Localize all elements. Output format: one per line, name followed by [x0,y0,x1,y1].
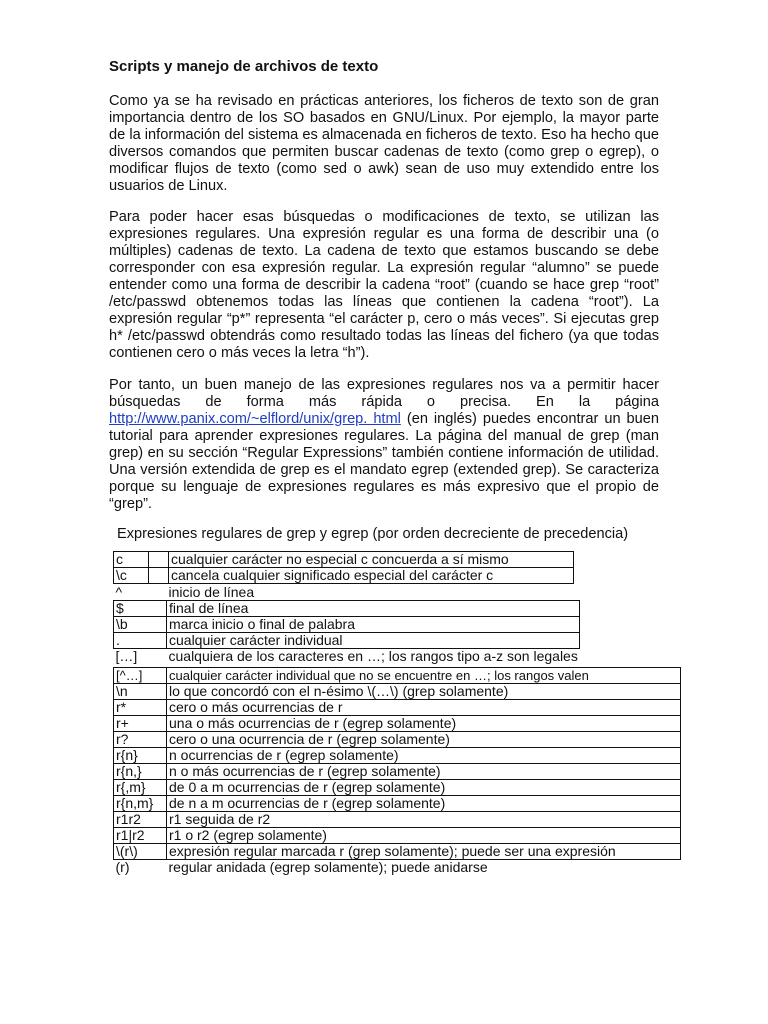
table-row [114,552,574,568]
regex-expression: r1r2 [114,812,167,828]
regex-description: cero o más ocurrencias de r [167,700,681,716]
table-row [114,568,574,584]
regex-expression: (r) [115,859,130,875]
regex-expression: r{n,m} [114,796,167,812]
regex-description: cualquiera de los caracteres en …; los rangos tipo a-z son legales [168,648,578,664]
regex-expression: r{n,} [114,764,167,780]
paragraph-resources-text-after: (en inglés) puedes encontrar un buen tutorial para aprender expresiones regulares. La página del manual de grep (man grep) en su sección “Regular Expressions” también contiene información de utilidad. Una versión extendida de grep es el mandato egrep (extended grep). Se caracteriza porque su lenguaje de expresiones regulares es más expresivo que el propio de “grep”. [109,411,659,512]
table-row [114,601,580,617]
table-row [114,764,681,780]
paragraph-intro: Como ya se ha revisado en prácticas anteriores, los ficheros de texto son de gran importancia dentro de los SO basados en GNU/Linux. Por ejemplo, la mayor parte de la información del sistema es almacenada en ficheros de texto. Eso ha hecho que diversos comandos que permiten buscar cadenas de texto (como grep o egrep), o modificar flujos de texto (como sed o awk) sean de uso muy extendido entre los usuarios de Linux. [109,93,659,194]
regex-expression: \n [114,684,167,700]
regex-expression: r* [114,700,167,716]
paragraph-resources-text-before: Por tanto, un buen manejo de las expresiones regulares nos va a permitir hacer búsquedas de forma más rápida o precisa. En la página [109,377,659,410]
regex-description: final de línea [167,601,580,617]
table-row [114,633,580,649]
regex-description: cualquier carácter individual que no se encuentre en …; los rangos valen [167,668,681,684]
table-row [114,796,681,812]
regex-description: expresión regular marcada r (grep solamente); puede ser una expresión [167,844,681,860]
table-row [114,617,580,633]
regex-table-part-1 [113,551,574,584]
table-spacer-cell [149,552,169,568]
table-row [114,649,580,665]
table-row [114,860,681,876]
regex-expression: r{n} [114,748,167,764]
regex-description: cualquier carácter no especial c concuerda a sí mismo [169,552,574,568]
paragraph-regex-explanation: Para poder hacer esas búsquedas o modificaciones de texto, se utilizan las expresiones regulares. Una expresión regular es una forma de describir una (o múltiples) cadenas de texto. La cadena de texto que estamos buscando se debe corresponder con esa expresión regular. La expresión regular “alumno” se puede entender como una forma de describir la cadena “root” (cuando se hace grep “root” /etc/passwd obtenemos todas las líneas que contienen la cadena “root”). La expresión regular “p*” representa “el carácter p, cero o más veces”. Si ejecutas grep h* /etc/passwd obtendrás como resultado todas las líneas del fichero (ya que todas contienen cero o más veces la letra “h”). [109,209,659,361]
regex-expression: ^ [115,584,123,600]
table-row [114,748,681,764]
regex-description: de 0 a m ocurrencias de r (egrep solamente) [167,780,681,796]
regex-expression: $ [114,601,167,617]
regex-expression: c [114,552,149,568]
table-row [114,716,681,732]
regex-description: cualquier carácter individual [167,633,580,649]
regex-table-part-2 [113,585,580,664]
table-row [114,684,681,700]
regex-description: una o más ocurrencias de r (egrep solamente) [167,716,681,732]
table-row [114,668,681,684]
regex-description: cero o una ocurrencia de r (egrep solamente) [167,732,681,748]
regex-expression: \b [114,617,167,633]
regex-description: marca inicio o final de palabra [167,617,580,633]
regex-expression: r1|r2 [114,828,167,844]
regex-expression: \(r\) [114,844,167,860]
regex-description: cancela cualquier significado especial del carácter c [169,568,574,584]
paragraph-resources [109,377,659,513]
regex-expression: […] [115,648,138,664]
regex-description: n ocurrencias de r (egrep solamente) [167,748,681,764]
regex-expression: r+ [114,716,167,732]
regex-description: inicio de línea [168,584,255,600]
regex-description: de n a m ocurrencias de r (egrep solamente) [167,796,681,812]
table-row [114,780,681,796]
table-row [114,700,681,716]
table-spacer-cell [149,568,169,584]
regex-description: lo que concordó con el n-ésimo \(…\) (grep solamente) [167,684,681,700]
document-title: Scripts y manejo de archivos de texto [109,58,379,75]
table-row [114,828,681,844]
regex-expression: . [114,633,167,649]
table-row [114,732,681,748]
regex-description: regular anidada (egrep solamente); puede anidarse [168,859,488,875]
regex-description: r1 seguida de r2 [167,812,681,828]
regex-table-part-3 [113,667,681,875]
grep-tutorial-link[interactable]: http://www.panix.com/~elflord/unix/grep. html [109,411,401,427]
regex-expression: [^…] [114,668,167,684]
regex-description: n o más ocurrencias de r (egrep solamente) [167,764,681,780]
table-row [114,844,681,860]
table-row [114,812,681,828]
regex-description: r1 o r2 (egrep solamente) [167,828,681,844]
regex-expression: \c [114,568,149,584]
table-row [114,585,580,601]
regex-expression: r? [114,732,167,748]
table-caption: Expresiones regulares de grep y egrep (por orden decreciente de precedencia) [117,526,629,542]
regex-expression: r{,m} [114,780,167,796]
